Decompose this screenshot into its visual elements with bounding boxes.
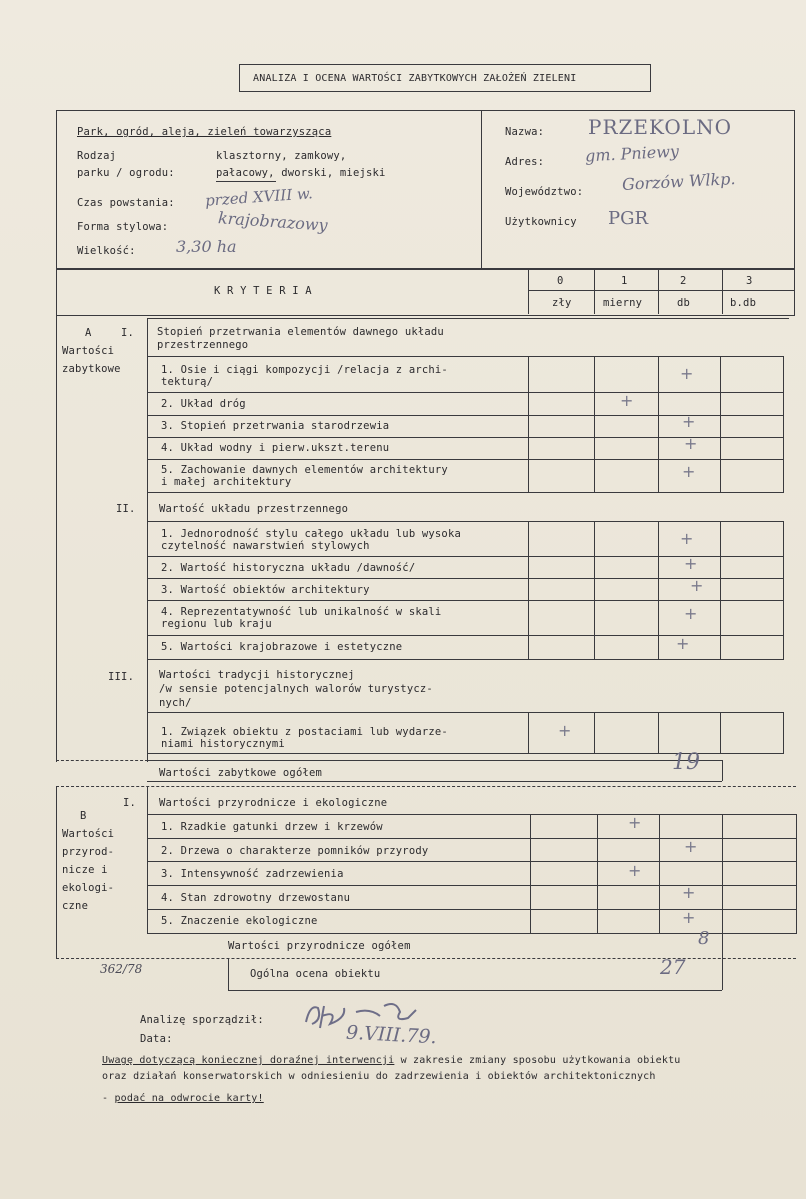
b-i-row-1-label: 1. Rzadkie gatunki drzew i krzewów bbox=[161, 821, 383, 833]
b-i-col-2 bbox=[659, 814, 660, 933]
wielkosc-value: 3,30 ha bbox=[176, 237, 237, 256]
a-i-rows-top bbox=[147, 356, 784, 357]
b-i-row-1-mark: + bbox=[628, 813, 642, 832]
a-ii-rows-top bbox=[147, 521, 784, 522]
b-top-dashed bbox=[56, 786, 796, 787]
a-i-row-2-mark: + bbox=[620, 391, 634, 410]
b-total-value: 8 bbox=[698, 928, 710, 949]
wielkosc-label: Wielkość: bbox=[77, 245, 136, 257]
a-i-row-5-label-1: 5. Zachowanie dawnych elementów architektury bbox=[161, 464, 448, 476]
date-value: 9.VIII.79. bbox=[345, 1021, 438, 1049]
rodzaj-options-2: pałacowy, dworski, miejski bbox=[216, 167, 386, 179]
a-ii-col-2 bbox=[658, 521, 659, 659]
a-i-col-2 bbox=[658, 356, 659, 492]
a-i-row-5-label-2: i małej architektury bbox=[161, 476, 292, 488]
section-a-num-II: II. bbox=[116, 503, 136, 515]
score-label-0: zły bbox=[552, 297, 572, 309]
b-i-row-5-mark: + bbox=[682, 908, 696, 927]
section-a-num-III: III. bbox=[108, 671, 135, 683]
b-i-title: Wartości przyrodnicze i ekologiczne bbox=[159, 797, 388, 809]
a-i-col-4 bbox=[783, 356, 784, 492]
a-total-value: 19 bbox=[672, 750, 700, 775]
a-ii-row-1-label-2: czytelność nawarstwień stylowych bbox=[161, 540, 370, 552]
b-i-col-4 bbox=[796, 814, 797, 933]
a-i-title-1: Stopień przetrwania elementów dawnego układu bbox=[157, 326, 444, 338]
a-i-top bbox=[147, 318, 789, 319]
palacowy-underline bbox=[216, 181, 276, 182]
data-label: Data: bbox=[140, 1033, 173, 1045]
forma-value: krajobrazowy bbox=[217, 208, 329, 235]
score-2: 2 bbox=[680, 275, 687, 287]
nazwa-value: PRZEKOLNO bbox=[588, 115, 732, 139]
section-b-title-3: nicze i bbox=[62, 864, 108, 876]
a-ii-row-1-mark: + bbox=[680, 529, 694, 548]
a-ii-row-4-label-2: regionu lub kraju bbox=[161, 618, 272, 630]
a-iii-col-2 bbox=[658, 712, 659, 753]
note-emphasis-1: Uwagę dotyczącą koniecznej doraźnej interwencji bbox=[102, 1055, 395, 1066]
a-ii-row-2-mark: + bbox=[684, 554, 698, 573]
b-i-row-4-label: 4. Stan zdrowotny drzewostanu bbox=[161, 892, 351, 904]
a-i-row-4-label: 4. Układ wodny i pierw.ukszt.terenu bbox=[161, 442, 390, 454]
b-i-row-3-mark: + bbox=[628, 861, 642, 880]
czas-value: przed XVIII w. bbox=[204, 184, 314, 210]
section-b-title-4: ekologi- bbox=[62, 882, 115, 894]
a-ii-row-2-bottom bbox=[147, 578, 784, 579]
b-i-row-2-label: 2. Drzewa o charakterze pomników przyrody bbox=[161, 845, 429, 857]
a-total-top bbox=[147, 760, 723, 761]
a-ii-row-3-label: 3. Wartość obiektów architektury bbox=[161, 584, 370, 596]
overall-label: Ogólna ocena obiektu bbox=[250, 968, 381, 980]
a-ii-row-5-bottom bbox=[147, 659, 784, 660]
a-i-row-1-label-2: tekturą/ bbox=[161, 376, 214, 388]
adres-value: gm. Pniewy bbox=[584, 141, 680, 166]
criteria-col-0 bbox=[528, 268, 529, 314]
uzytkownik-label: Użytkownicy bbox=[505, 216, 577, 228]
a-iii-title-1: Wartości tradycji historycznej bbox=[159, 669, 355, 681]
a-ii-col-4 bbox=[783, 521, 784, 659]
a-i-row-1-mark: + bbox=[680, 364, 694, 383]
a-i-row-5-mark: + bbox=[682, 462, 696, 481]
document-title: ANALIZA I OCENA WARTOŚCI ZABYTKOWYCH ZAŁOŻEŃ ZIELENI bbox=[253, 73, 577, 84]
b-total-label: Wartości przyrodnicze ogółem bbox=[228, 940, 411, 952]
a-ii-row-5-label: 5. Wartości krajobrazowe i estetyczne bbox=[161, 641, 403, 653]
criteria-col-2 bbox=[658, 268, 659, 314]
analiza-label: Analizę sporządził: bbox=[140, 1014, 264, 1026]
section-a-inner-border bbox=[147, 318, 148, 762]
forma-label: Forma stylowa: bbox=[77, 221, 169, 233]
a-ii-row-5-mark: + bbox=[676, 634, 690, 653]
a-ii-row-4-mark: + bbox=[684, 604, 698, 623]
overall-value: 27 bbox=[660, 955, 686, 979]
section-b-title-2: przyrod- bbox=[62, 846, 115, 858]
a-i-row-1-label-1: 1. Osie i ciągi kompozycji /relacja z archi- bbox=[161, 364, 448, 376]
parku-label: parku / ogrodu: bbox=[77, 167, 175, 179]
header-divider bbox=[481, 110, 482, 268]
a-i-row-3-label: 3. Stopień przetrwania starodrzewia bbox=[161, 420, 390, 432]
b-i-row-3-label: 3. Intensywność zadrzewienia bbox=[161, 868, 344, 880]
b-i-row-1-bottom bbox=[147, 838, 797, 839]
a-iii-row-1-mark: + bbox=[558, 721, 572, 740]
b-i-col-0 bbox=[530, 814, 531, 933]
a-i-row-5-bottom bbox=[147, 492, 784, 493]
a-ii-row-3-bottom bbox=[147, 600, 784, 601]
section-b-letter: B bbox=[80, 810, 87, 822]
overall-right bbox=[722, 958, 723, 990]
adres-label: Adres: bbox=[505, 156, 545, 168]
rodzaj-label: Rodzaj bbox=[77, 150, 117, 162]
a-ii-col-1 bbox=[594, 521, 595, 659]
a-ii-col-3 bbox=[720, 521, 721, 659]
a-iii-title-3: nych/ bbox=[159, 697, 192, 709]
a-ii-row-4-label-1: 4. Reprezentatywność lub unikalność w skali bbox=[161, 606, 442, 618]
b-total-right bbox=[722, 933, 723, 958]
a-total-label: Wartości zabytkowe ogółem bbox=[159, 767, 323, 779]
a-i-row-1-bottom bbox=[147, 392, 784, 393]
czas-label: Czas powstania: bbox=[77, 197, 175, 209]
section-b-title-1: Wartości bbox=[62, 828, 115, 840]
note-dash: - bbox=[102, 1093, 115, 1104]
a-iii-title-2: /w sensie potencjalnych walorów turystycz- bbox=[159, 683, 433, 695]
note-emphasis-3: podać na odwrocie karty! bbox=[114, 1093, 264, 1104]
overall-bottom bbox=[228, 990, 722, 991]
section-a-left-border bbox=[56, 314, 57, 762]
a-i-row-2-label: 2. Układ dróg bbox=[161, 398, 246, 410]
a-i-row-4-bottom bbox=[147, 459, 784, 460]
note-line-3 bbox=[102, 1092, 264, 1105]
b-i-row-2-bottom bbox=[147, 861, 797, 862]
b-i-rows-top bbox=[147, 814, 797, 815]
score-label-3: b.db bbox=[730, 297, 757, 309]
b-i-row-2-mark: + bbox=[684, 837, 698, 856]
score-label-1: mierny bbox=[603, 297, 643, 309]
a-iii-rows-top bbox=[147, 712, 784, 713]
wojewodztwo-label: Województwo: bbox=[505, 186, 584, 198]
nazwa-label: Nazwa: bbox=[505, 126, 545, 138]
criteria-header: K R Y T E R I A bbox=[214, 285, 312, 297]
a-ii-row-1-label-1: 1. Jednorodność stylu całego układu lub wysoka bbox=[161, 528, 461, 540]
b-i-row-4-bottom bbox=[147, 909, 797, 910]
rodzaj-options-1: klasztorny, zamkowy, bbox=[216, 150, 347, 162]
a-total-bottom bbox=[147, 781, 722, 782]
b-i-row-4-mark: + bbox=[682, 883, 696, 902]
a-i-title-2: przestrzennego bbox=[157, 339, 249, 351]
a-i-row-4-mark: + bbox=[684, 434, 698, 453]
a-iii-col-0 bbox=[528, 712, 529, 753]
a-iii-col-3 bbox=[720, 712, 721, 753]
section-b-left-border bbox=[56, 786, 57, 958]
score-1: 1 bbox=[621, 275, 628, 287]
type-line: Park, ogród, aleja, zieleń towarzysząca bbox=[77, 126, 332, 138]
a-i-row-3-mark: + bbox=[682, 412, 696, 431]
section-a-title-2: zabytkowe bbox=[62, 363, 121, 375]
score-3: 3 bbox=[746, 275, 753, 287]
archive-number: 362/78 bbox=[100, 962, 143, 976]
overall-left bbox=[228, 958, 229, 990]
section-a-title-1: Wartości bbox=[62, 345, 115, 357]
note-line-2: oraz działań konserwatorskich w odniesieniu do zadrzewienia i obiektów architektonicznych bbox=[102, 1071, 656, 1082]
note-line-1 bbox=[102, 1054, 681, 1067]
a-iii-row-1-label-1: 1. Związek obiektu z postaciami lub wydarze- bbox=[161, 726, 448, 738]
section-a-letter: A bbox=[85, 327, 92, 339]
b-i-row-3-bottom bbox=[147, 885, 797, 886]
a-ii-col-0 bbox=[528, 521, 529, 659]
score-label-2: db bbox=[677, 297, 691, 309]
b-i-col-3 bbox=[722, 814, 723, 933]
a-ii-title: Wartość układu przestrzennego bbox=[159, 503, 349, 515]
a-i-col-1 bbox=[594, 356, 595, 492]
a-iii-row-1-label-2: niami historycznymi bbox=[161, 738, 285, 750]
section-b-num-I: I. bbox=[123, 797, 137, 809]
a-ii-row-2-label: 2. Wartość historyczna układu /dawność/ bbox=[161, 562, 416, 574]
criteria-col-1 bbox=[594, 268, 595, 314]
a-i-col-3 bbox=[720, 356, 721, 492]
wojewodztwo-value: Gorzów Wlkp. bbox=[621, 169, 736, 194]
section-b-title-5: czne bbox=[62, 900, 89, 912]
criteria-mid-line bbox=[528, 290, 794, 291]
a-ii-row-3-mark: + bbox=[690, 576, 704, 595]
a-iii-col-4 bbox=[783, 712, 784, 753]
b-i-col-1 bbox=[597, 814, 598, 933]
criteria-col-3 bbox=[722, 268, 723, 314]
score-0: 0 bbox=[557, 275, 564, 287]
section-a-num-I: I. bbox=[121, 327, 135, 339]
a-i-col-0 bbox=[528, 356, 529, 492]
b-i-row-5-label: 5. Znaczenie ekologiczne bbox=[161, 915, 318, 927]
a-total-right bbox=[722, 760, 723, 781]
section-b-inner-border bbox=[147, 786, 148, 933]
a-total-top-dashed bbox=[56, 760, 148, 761]
note-rest-1: w zakresie zmiany sposobu użytkowania obiektu bbox=[394, 1055, 681, 1066]
a-iii-col-1 bbox=[594, 712, 595, 753]
uzytkownik-value: PGR bbox=[608, 208, 649, 229]
